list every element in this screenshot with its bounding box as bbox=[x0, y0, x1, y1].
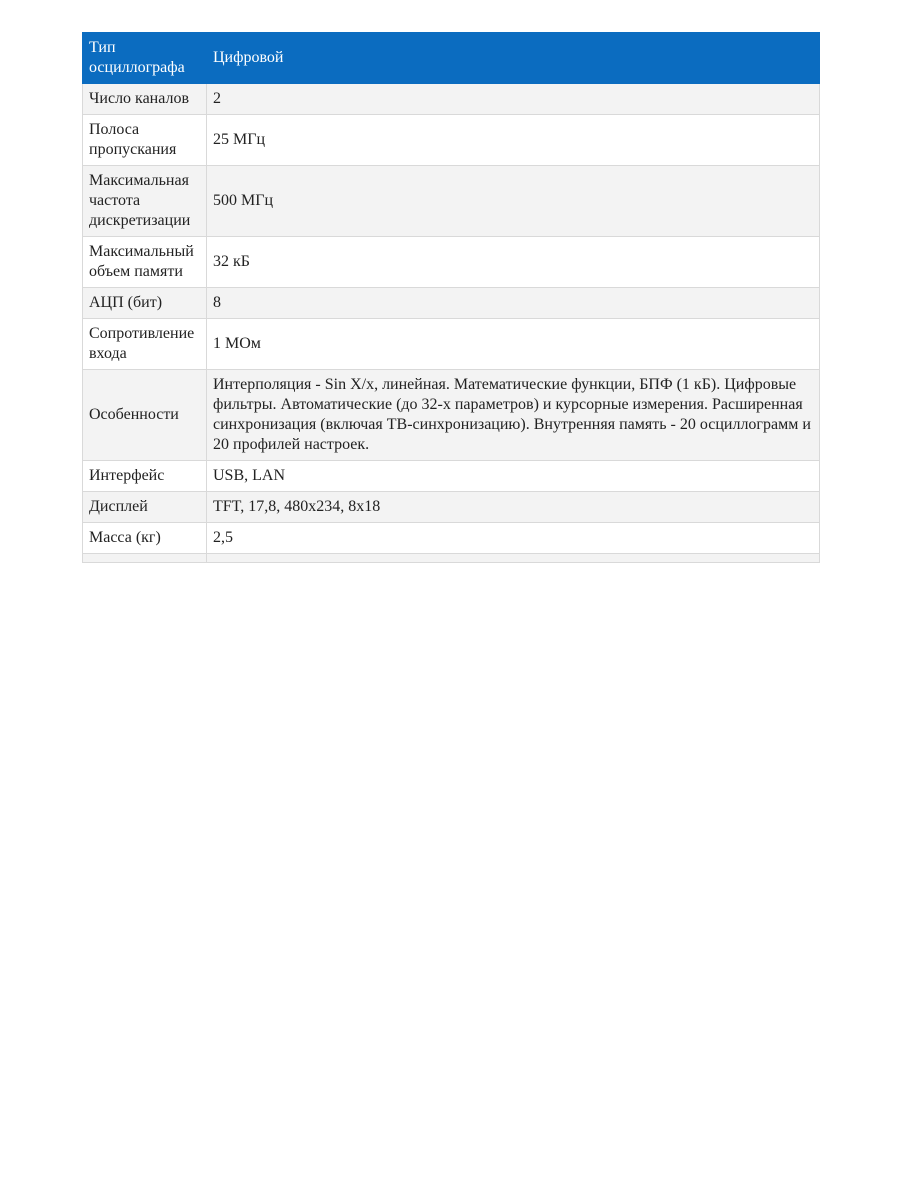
table-row bbox=[83, 237, 820, 288]
table-row bbox=[83, 461, 820, 492]
table-row bbox=[83, 523, 820, 554]
row-label: Особенности bbox=[83, 370, 207, 461]
row-value: Интерполяция - Sin X/x, линейная. Математические функции, БПФ (1 кБ). Цифровые фильтры. Автоматические (до 32-х параметров) и курсорные измерения. Расширенная синхронизация (включая ТВ-синхронизацию). Внутренняя память - 20 осциллограмм и 20 профилей настроек. bbox=[207, 370, 820, 461]
header-label-cell: Тип осциллографа bbox=[83, 33, 207, 84]
row-value: 25 МГц bbox=[207, 115, 820, 166]
table-row bbox=[83, 115, 820, 166]
row-label: Максимальный объем памяти bbox=[83, 237, 207, 288]
spec-table bbox=[82, 32, 820, 563]
row-label: Максимальная частота дискретизации bbox=[83, 166, 207, 237]
table-header-row bbox=[83, 33, 820, 84]
row-label: Число каналов bbox=[83, 84, 207, 115]
table-row-empty bbox=[83, 554, 820, 563]
row-value: 32 кБ bbox=[207, 237, 820, 288]
empty-cell bbox=[83, 554, 207, 563]
row-label: Масса (кг) bbox=[83, 523, 207, 554]
row-label: Дисплей bbox=[83, 492, 207, 523]
row-value: USB, LAN bbox=[207, 461, 820, 492]
row-value: TFT, 17,8, 480x234, 8x18 bbox=[207, 492, 820, 523]
table-row bbox=[83, 492, 820, 523]
row-label: АЦП (бит) bbox=[83, 288, 207, 319]
row-label: Сопротивление входа bbox=[83, 319, 207, 370]
header-value-cell: Цифровой bbox=[207, 33, 820, 84]
row-value: 8 bbox=[207, 288, 820, 319]
table-row bbox=[83, 288, 820, 319]
table-row bbox=[83, 166, 820, 237]
row-value: 1 МОм bbox=[207, 319, 820, 370]
table-row bbox=[83, 319, 820, 370]
row-value: 2 bbox=[207, 84, 820, 115]
table-row bbox=[83, 370, 820, 461]
row-label: Интерфейс bbox=[83, 461, 207, 492]
table-row bbox=[83, 84, 820, 115]
row-value: 2,5 bbox=[207, 523, 820, 554]
row-label: Полоса пропускания bbox=[83, 115, 207, 166]
empty-cell bbox=[207, 554, 820, 563]
row-value: 500 МГц bbox=[207, 166, 820, 237]
